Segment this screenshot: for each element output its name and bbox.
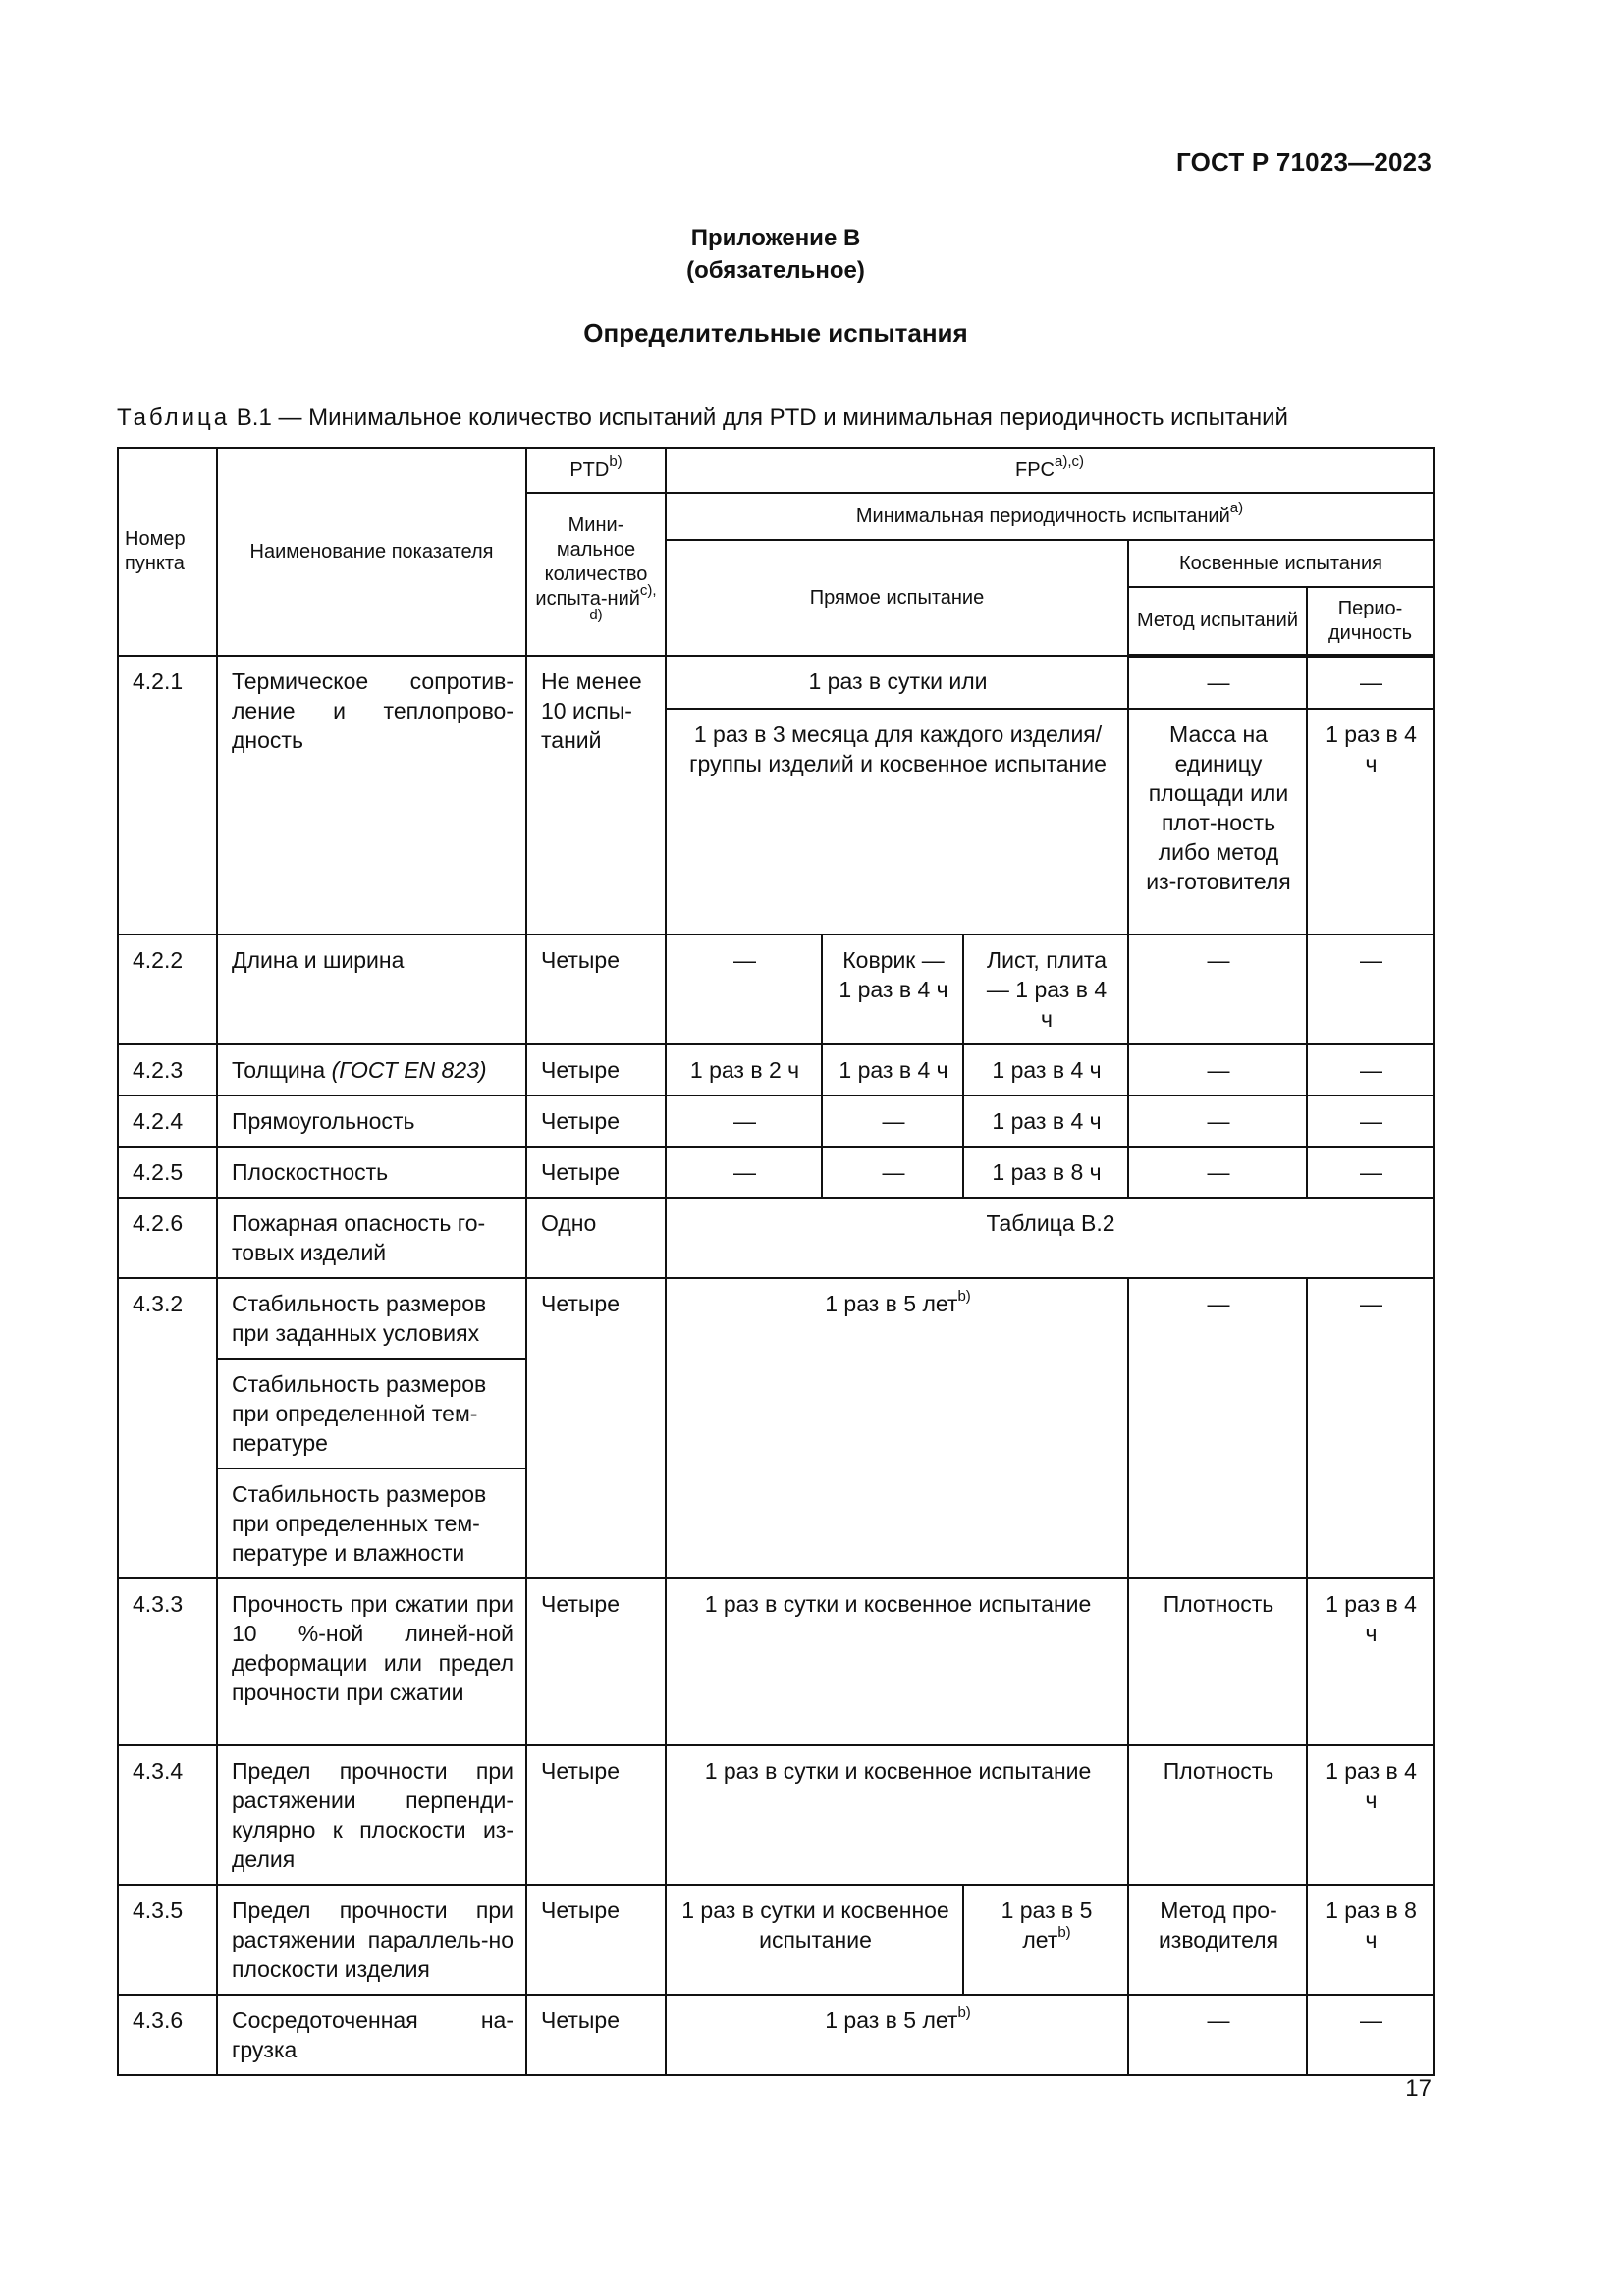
row-4-3-5-ptd: Четыре	[526, 1885, 666, 1995]
row-4-2-5-name: Плоскостность	[217, 1147, 526, 1198]
header-min-periodicity	[666, 493, 1434, 540]
row-4-3-2-method: —	[1128, 1278, 1307, 1578]
row-4-2-3-direct-1: 1 раз в 2 ч	[666, 1044, 822, 1095]
row-4-3-6-number: 4.3.6	[118, 1995, 217, 2075]
row-4-2-4-direct-3: 1 раз в 4 ч	[963, 1095, 1128, 1147]
annex-title: Приложение В	[690, 225, 861, 251]
row-4-3-6-direct-text: 1 раз в 5 лет	[825, 2007, 958, 2033]
row-4-3-6-ptd: Четыре	[526, 1995, 666, 2075]
row-4-3-3-name: Прочность при сжатии при 10 %-ной линей-ной деформации или предел прочности при сжатии	[217, 1578, 526, 1745]
row-4-2-3-direct-2: 1 раз в 4 ч	[822, 1044, 963, 1095]
row-4-2-1-method-empty: —	[1128, 656, 1307, 709]
row-4-2-4-period: —	[1307, 1095, 1434, 1147]
row-4-3-2-direct-text: 1 раз в 5 лет	[825, 1291, 958, 1316]
row-4-2-2-ptd: Четыре	[526, 934, 666, 1044]
row-4-3-2-name-temperature: Стабильность размеров при определенной тем-пературе	[217, 1359, 526, 1468]
row-4-2-2-direct-1: —	[666, 934, 822, 1044]
header-min-tests	[526, 493, 666, 656]
row-4-3-6-period: —	[1307, 1995, 1434, 2075]
row-4-3-6-name: Сосредоточенная на-грузка	[217, 1995, 526, 2075]
row-4-3-3-ptd: Четыре	[526, 1578, 666, 1745]
row-4-2-4-direct-2: —	[822, 1095, 963, 1147]
row-4-2-1-name: Термическое сопротив-ление и теплопрово-дность	[217, 656, 526, 934]
row-4-2-2-method: —	[1128, 934, 1307, 1044]
row-4-3-3-number: 4.3.3	[118, 1578, 217, 1745]
row-4-3-5-number: 4.3.5	[118, 1885, 217, 1995]
row-4-2-6-number: 4.2.6	[118, 1198, 217, 1278]
row-4-2-3-direct-3: 1 раз в 4 ч	[963, 1044, 1128, 1095]
row-4-2-1-period-empty: —	[1307, 656, 1434, 709]
document-code: ГОСТ Р 71023—2023	[1176, 147, 1432, 177]
row-4-2-4-direct-1: —	[666, 1095, 822, 1147]
header-ptd	[526, 448, 666, 493]
row-4-3-2-direct-footnote: b)	[957, 1288, 971, 1306]
row-4-2-2-name: Длина и ширина	[217, 934, 526, 1044]
row-4-2-3-name-ref: (ГОСТ EN 823)	[331, 1057, 487, 1083]
row-4-2-1-number: 4.2.1	[118, 656, 217, 934]
row-4-2-5-direct-3: 1 раз в 8 ч	[963, 1147, 1128, 1198]
row-4-2-6-fpc-reference: Таблица В.2	[666, 1198, 1434, 1278]
row-4-2-5-period: —	[1307, 1147, 1434, 1198]
row-4-3-3-direct: 1 раз в сутки и косвенное испытание	[666, 1578, 1128, 1745]
row-4-3-5-name: Предел прочности при растяжении параллель-но плоскости изделия	[217, 1885, 526, 1995]
table-caption	[117, 404, 1288, 432]
row-4-3-4-name: Предел прочности при растяжении перпенди-кулярно к плоскости из-делия	[217, 1745, 526, 1885]
header-indirect-tests: Косвенные испытания	[1128, 540, 1434, 587]
row-4-3-2-name-temperature-humidity: Стабильность размеров при определенных тем-пературе и влажности	[217, 1468, 526, 1578]
row-4-2-6-name: Пожарная опасность го-товых изделий	[217, 1198, 526, 1278]
header-min-tests-label: Мини-мальное количество испыта-ний	[535, 513, 648, 610]
header-fpc-footnote: a),c)	[1055, 453, 1084, 470]
header-periodicity: Перио-дичность	[1307, 587, 1434, 656]
header-fpc	[666, 448, 1434, 493]
header-min-tests-footnote: c), d)	[589, 581, 657, 623]
header-fpc-label: FPC	[1015, 458, 1055, 481]
header-min-periodicity-footnote: a)	[1229, 499, 1244, 516]
row-4-2-2-direct-2: Коврик — 1 раз в 4 ч	[822, 934, 963, 1044]
row-4-2-1-direct-quarterly: 1 раз в 3 месяца для каждого изделия/группы изделий и косвенное испытание	[666, 709, 1128, 934]
row-4-2-2-number: 4.2.2	[118, 934, 217, 1044]
row-4-2-2-period: —	[1307, 934, 1434, 1044]
row-4-3-5-direct-daily: 1 раз в сутки и косвенное испытание	[666, 1885, 963, 1995]
row-4-3-4-direct: 1 раз в сутки и косвенное испытание	[666, 1745, 1128, 1885]
row-4-3-4-period: 1 раз в 4 ч	[1307, 1745, 1434, 1885]
row-4-2-4-ptd: Четыре	[526, 1095, 666, 1147]
row-4-3-4-ptd: Четыре	[526, 1745, 666, 1885]
row-4-3-4-number: 4.3.4	[118, 1745, 217, 1885]
row-4-2-5-direct-2: —	[822, 1147, 963, 1198]
row-4-3-5-direct-5-years	[963, 1885, 1128, 1995]
row-4-3-3-method: Плотность	[1128, 1578, 1307, 1745]
row-4-2-5-method: —	[1128, 1147, 1307, 1198]
header-ptd-footnote: b)	[609, 453, 623, 470]
row-4-2-1-period: 1 раз в 4 ч	[1307, 709, 1434, 934]
header-test-method: Метод испытаний	[1128, 587, 1307, 656]
row-4-3-3-period: 1 раз в 4 ч	[1307, 1578, 1434, 1745]
row-4-3-2-direct	[666, 1278, 1128, 1578]
row-4-2-4-method: —	[1128, 1095, 1307, 1147]
row-4-3-6-direct-footnote: b)	[957, 2004, 971, 2022]
row-4-2-5-direct-1: —	[666, 1147, 822, 1198]
row-4-3-5-direct-5-years-text: 1 раз в 5 лет	[1001, 1897, 1093, 1952]
row-4-3-2-ptd: Четыре	[526, 1278, 666, 1578]
row-4-3-6-direct	[666, 1995, 1128, 2075]
row-4-3-2-name-given-conditions: Стабильность размеров при заданных условиях	[217, 1278, 526, 1359]
table-caption-text: В.1 — Минимальное количество испытаний для PTD и минимальная периодичность испытаний	[236, 404, 1288, 431]
header-item-number: Номер пункта	[118, 448, 217, 656]
row-4-2-5-ptd: Четыре	[526, 1147, 666, 1198]
row-4-3-6-method: —	[1128, 1995, 1307, 2075]
row-4-2-4-name: Прямоугольность	[217, 1095, 526, 1147]
section-title: Определительные испытания	[583, 318, 968, 347]
row-4-2-3-method: —	[1128, 1044, 1307, 1095]
row-4-3-5-method: Метод про-изводителя	[1128, 1885, 1307, 1995]
row-4-3-2-number: 4.3.2	[118, 1278, 217, 1578]
page-number: 17	[1405, 2075, 1432, 2102]
row-4-2-3-number: 4.2.3	[118, 1044, 217, 1095]
row-4-2-3-ptd: Четыре	[526, 1044, 666, 1095]
row-4-2-6-ptd: Одно	[526, 1198, 666, 1278]
row-4-2-2-direct-3: Лист, плита — 1 раз в 4 ч	[963, 934, 1128, 1044]
row-4-2-3-name-text: Толщина	[232, 1057, 326, 1083]
tests-table	[117, 447, 1435, 2076]
row-4-2-1-method: Масса на единицу площади или плот-ность либо метод из-готовителя	[1128, 709, 1307, 934]
row-4-3-5-period: 1 раз в 8 ч	[1307, 1885, 1434, 1995]
row-4-2-5-number: 4.2.5	[118, 1147, 217, 1198]
row-4-3-4-method: Плотность	[1128, 1745, 1307, 1885]
table-caption-label: Таблица	[117, 404, 231, 431]
row-4-3-2-period: —	[1307, 1278, 1434, 1578]
row-4-2-3-period: —	[1307, 1044, 1434, 1095]
annex-status: (обязательное)	[686, 257, 865, 284]
row-4-3-5-direct-5-years-footnote: b)	[1057, 1924, 1071, 1942]
row-4-2-3-name	[217, 1044, 526, 1095]
header-min-periodicity-label: Минимальная периодичность испытаний	[855, 505, 1230, 527]
row-4-2-4-number: 4.2.4	[118, 1095, 217, 1147]
row-4-2-1-ptd: Не менее 10 испы-таний	[526, 656, 666, 934]
header-direct-test: Прямое испытание	[666, 540, 1128, 656]
row-4-2-1-direct-daily: 1 раз в сутки или	[666, 656, 1128, 709]
header-ptd-label: PTD	[569, 458, 610, 481]
header-indicator: Наименование показателя	[217, 448, 526, 656]
